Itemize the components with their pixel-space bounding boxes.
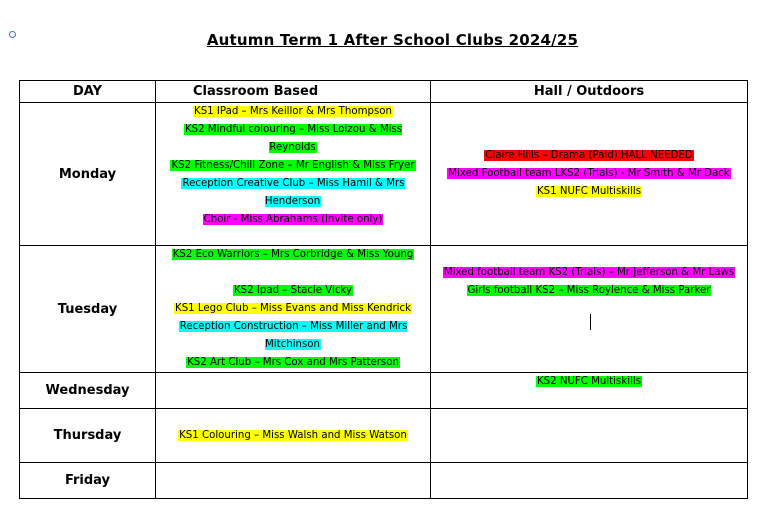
club-entry: KS2 Mindful colouring – Miss Loizou & Miss Reynolds <box>184 124 403 153</box>
classroom-cell <box>156 246 431 373</box>
club-entry: KS2 Eco Warriors – Mrs Corbridge & Miss Young <box>172 249 414 260</box>
club-entry: KS2 Art Club – Mrs Cox and Mrs Patterson <box>187 357 399 368</box>
header-day: DAY <box>20 81 156 103</box>
table-row-friday <box>20 463 748 499</box>
club-entry: Choir - Miss Abrahams (Invite only) <box>203 214 383 225</box>
table-row-monday <box>20 103 748 246</box>
club-entry: KS1 IPad – Mrs Keillor & Mrs Thompson <box>194 106 392 117</box>
club-entry: Mixed Football team LKS2 (Trials) - Mr Smith & Mr Dack <box>448 168 730 179</box>
table-row-wednesday <box>20 373 748 409</box>
hall-cell <box>431 246 748 373</box>
club-entry: KS2 Ipad – Stacie Vicky <box>233 285 352 296</box>
club-entry: Reception Creative Club – Miss Hamil & Mrs Henderson <box>182 178 405 207</box>
club-entry: KS1 NUFC Multiskills <box>536 186 642 197</box>
header-classroom: Classroom Based <box>156 81 431 103</box>
club-entry: Claire Hills – Drama (Paid) HALL NEEDED <box>485 150 693 161</box>
club-entry: KS1 Colouring – Miss Walsh and Miss Watson <box>179 429 407 441</box>
day-label: Tuesday <box>20 246 156 373</box>
club-entry: Mixed football team KS2 (Trials) – Mr Jefferson & Mr Laws <box>443 267 735 278</box>
day-label: Monday <box>20 103 156 246</box>
club-entry: Girls football KS2 – Miss Roylence & Miss Parker <box>467 285 711 296</box>
club-entry: KS2 Fitness/Chill Zone – Mr English & Miss Fryer <box>171 160 415 171</box>
hall-cell <box>431 103 748 246</box>
classroom-cell <box>156 103 431 246</box>
page-title: Autumn Term 1 After School Clubs 2024/25 <box>206 31 579 49</box>
hall-cell <box>431 373 748 409</box>
hall-cell <box>431 463 748 499</box>
header-hall: Hall / Outdoors <box>431 81 748 103</box>
clubs-table <box>19 80 748 499</box>
club-entry: KS1 Lego Club – Miss Evans and Miss Kendrick <box>175 303 411 314</box>
day-label: Thursday <box>20 409 156 463</box>
classroom-cell <box>156 463 431 499</box>
classroom-cell <box>156 409 431 463</box>
blank-line <box>156 264 430 282</box>
club-entry: Reception Construction – Miss Miller and Mrs Mitchinson <box>179 321 408 350</box>
table-row-tuesday <box>20 246 748 373</box>
day-label: Friday <box>20 463 156 499</box>
hall-cell <box>431 409 748 463</box>
header-row <box>20 81 748 103</box>
text-cursor[interactable] <box>431 314 747 332</box>
table-row-thursday <box>20 409 748 463</box>
classroom-cell <box>156 373 431 409</box>
club-entry: KS2 NUFC Multiskills <box>536 376 642 387</box>
day-label: Wednesday <box>20 373 156 409</box>
